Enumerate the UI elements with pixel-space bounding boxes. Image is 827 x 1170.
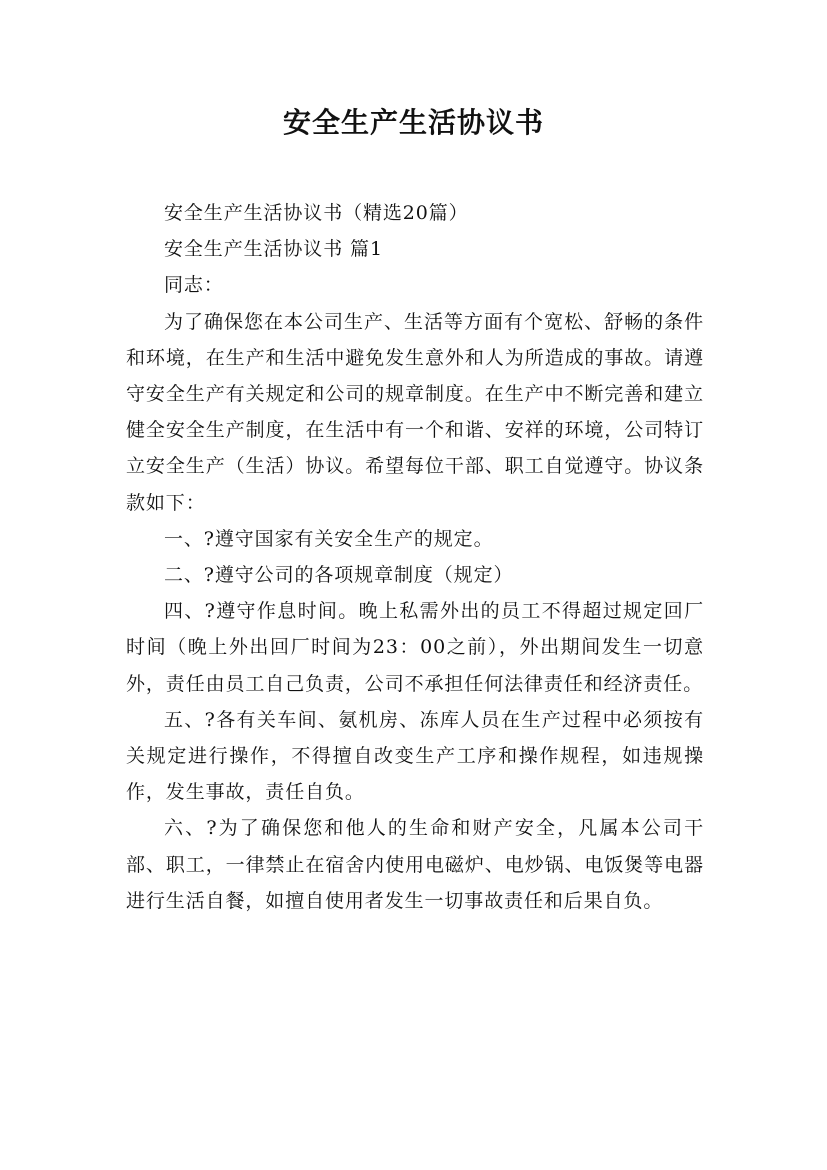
document-title: 安全生产生活协议书 xyxy=(282,106,544,139)
paragraph-clause-5: 五、?各有关车间、氨机房、冻库人员在生产过程中必须按有关规定进行操作，不得擅自改变生产工序和操作规程，如违规操作，发生事故，责任自负。 xyxy=(126,708,704,804)
paragraph-salutation: 同志： xyxy=(164,274,224,297)
document-body xyxy=(126,195,704,919)
paragraph-subtitle: 安全生产生活协议书（精选20篇） xyxy=(164,202,469,224)
paragraph-intro: 为了确保您在本公司生产、生活等方面有个宽松、舒畅的条件和环境，在生产和生活中避免发生意外和人为所造成的事故。请遵守安全生产有关规定和公司的规章制度。在生产中不断完善和建立健全安全生产制度，在生活中有一个和谐、安祥的环境，公司特订立安全生产（生活）协议。希望每位干部、职工自觉遵守。协议条款如下： xyxy=(126,310,704,514)
paragraph-clause-6: 六、?为了确保您和他人的生命和财产安全，凡属本公司干部、职工，一律禁止在宿舍内使用电磁炉、电炒锅、电饭煲等电器进行生活自餐，如擅自使用者发生一切事故责任和后果自负。 xyxy=(126,817,704,912)
paragraph-clause-4: 四、?遵守作息时间。晚上私需外出的员工不得超过规定回厂时间（晚上外出回厂时间为23：00之前），外出期间发生一切意外，责任由员工自己负责，公司不承担任何法律责任和经济责任。 xyxy=(126,600,704,695)
paragraph-section-heading: 安全生产生活协议书 篇1 xyxy=(164,238,383,261)
paragraph-clause-2: 二、?遵守公司的各项规章制度（规定） xyxy=(164,564,514,587)
paragraph-clause-1: 一、?遵守国家有关安全生产的规定。 xyxy=(164,527,494,550)
